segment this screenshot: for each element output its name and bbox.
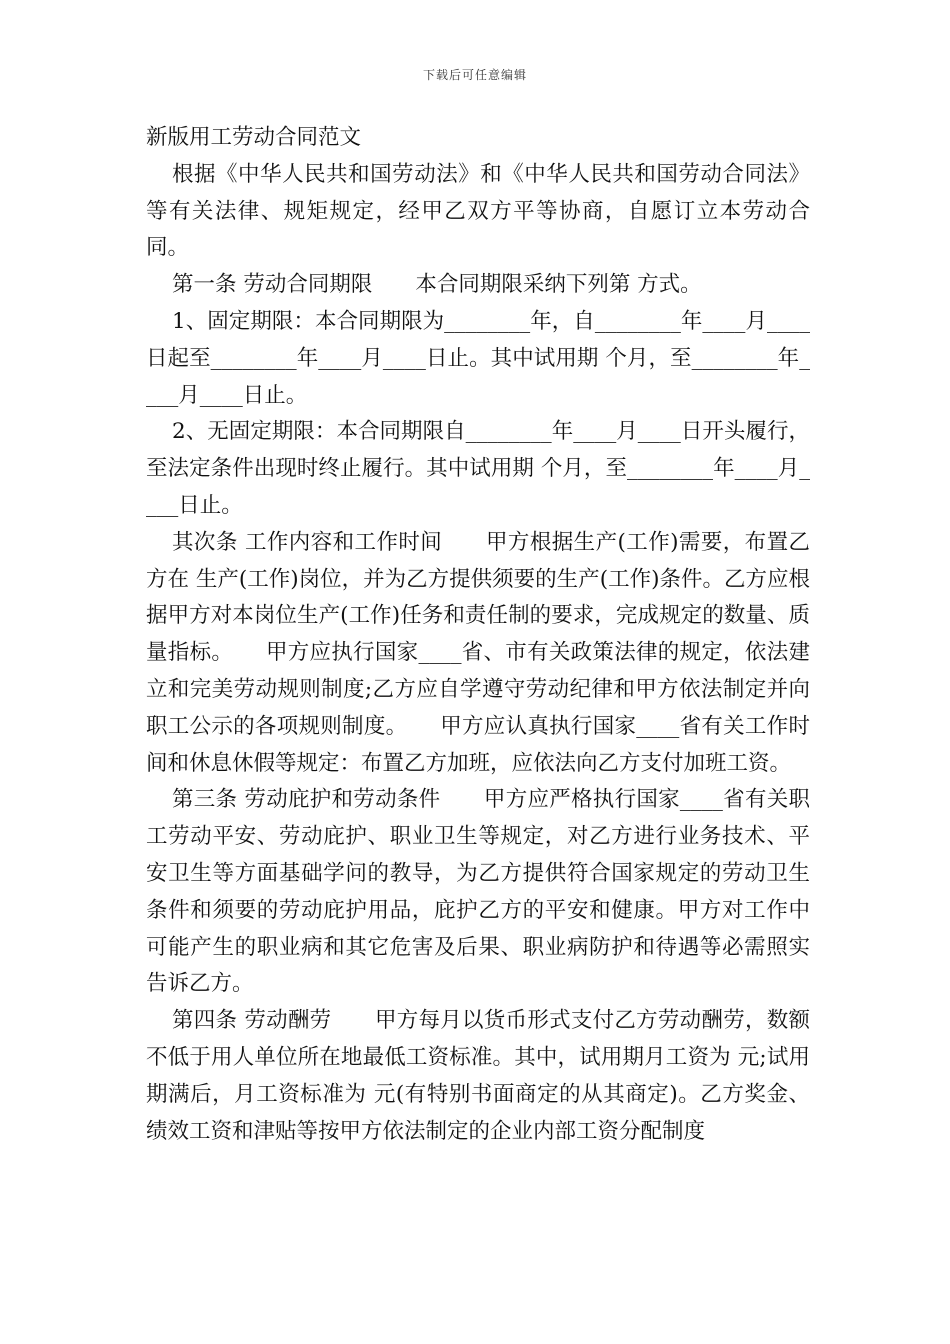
open-term-paragraph: 2、无固定期限：本合同期限自________年____月____日开头履行，至法定条件出现时终止履行。其中试用期 个月，至________年____月____日止。 xyxy=(146,419,810,518)
fixed-term-paragraph: 1、固定期限：本合同期限为________年，自________年____月____日起至________年____月____日止。其中试用期 个月，至________年____月____日止。 xyxy=(146,308,810,408)
header-note: 下载后可任意编辑 xyxy=(422,68,527,82)
article-2-paragraph: 其次条 工作内容和工作时间 甲方根据生产(工作)需要，布置乙方在 生产(工作)岗位，并为乙方提供须要的生产(工作)条件。乙方应根据甲方对本岗位生产(工作)任务和责任制的要求，完成规定的数量、质量指标。 甲方应执行国家____省、市有关政策法律的规定，依法建立和完美劳动规则制度;乙方应自学遵守劳动纪律和甲方依法制定并向职工公示的各项规则制度。 甲方应认真执行国家____省有关工作时间和休息休假等规定：布置乙方加班，应依法向乙方支付加班工资。 xyxy=(146,529,810,776)
document-title: 新版用工劳动合同范文 xyxy=(146,125,362,150)
article-4-paragraph: 第四条 劳动酬劳 甲方每月以货币形式支付乙方劳动酬劳，数额不低于用人单位所在地最低工资标准。其中，试用期月工资为 元;试用期满后，月工资标准为 元(有特别书面商定的从其商定)。乙方奖金、绩效工资和津贴等按甲方依法制定的企业内部工资分配制度 xyxy=(146,1008,810,1144)
preamble-paragraph: 根据《中华人民共和国劳动法》和《中华人民共和国劳动合同法》等有关法律、规矩规定，经甲乙双方平等协商，自愿订立本劳动合同。 xyxy=(146,161,810,261)
article-3-paragraph: 第三条 劳动庇护和劳动条件 甲方应严格执行国家____省有关职工劳动平安、劳动庇护、职业卫生等规定，对乙方进行业务技术、平安卫生等方面基础学问的教导，为乙方提供符合国家规定的劳动卫生条件和须要的劳动庇护用品，庇护乙方的平安和健康。甲方对工作中可能产生的职业病和其它危害及后果、职业病防护和待遇等必需照实告诉乙方。 xyxy=(146,787,810,997)
article-1-heading-paragraph: 第一条 劳动合同期限 本合同期限采纳下列第 方式。 xyxy=(172,272,702,298)
document-body xyxy=(146,120,810,1150)
